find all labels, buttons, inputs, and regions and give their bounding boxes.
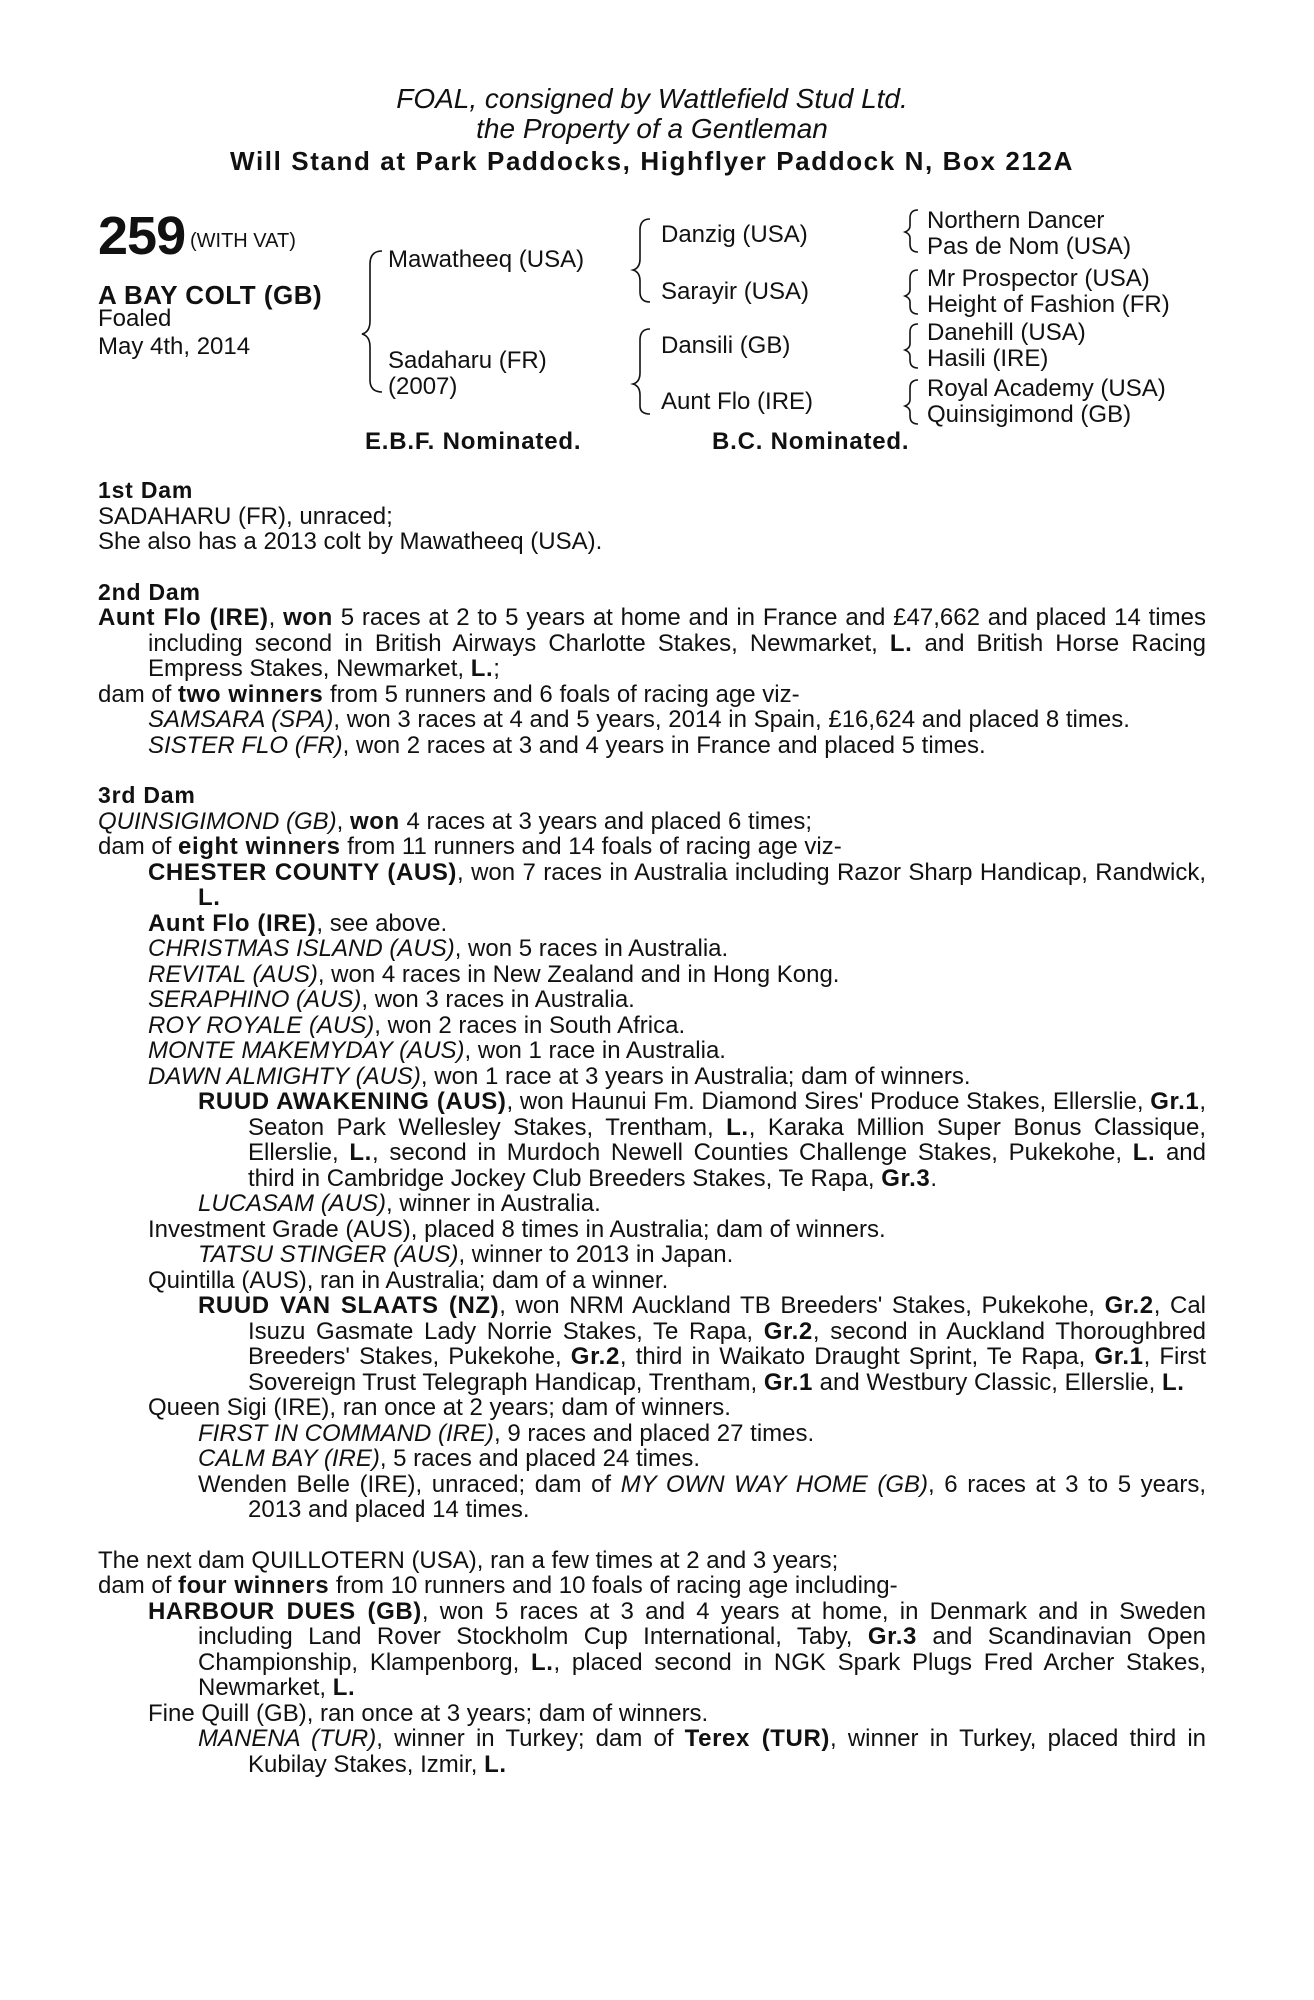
- horse-name: QUINSIGIMOND (GB): [98, 807, 337, 835]
- brace-sire: [633, 219, 650, 302]
- text-run: 4 races at 3 years and placed 6 times;: [399, 807, 813, 835]
- grandproduce-entry: [98, 1242, 1206, 1268]
- winners-count: eight winners: [178, 833, 341, 860]
- text-run: and Scandinavian Open Championship, Klampenborg,: [198, 1623, 1206, 1676]
- horse-name: LUCASAM (AUS): [198, 1190, 387, 1217]
- race-grade: Gr.1: [763, 1368, 813, 1396]
- horse-name: CALM BAY (IRE): [198, 1445, 380, 1472]
- produce-entry: [98, 1064, 1206, 1090]
- g3-ancestor: Quinsigimond (GB): [927, 401, 1132, 428]
- text-run: dam of: [98, 680, 179, 708]
- horse-name: SISTER FLO (FR): [148, 731, 343, 759]
- text-run: , 5 races and placed 24 times.: [379, 1445, 701, 1472]
- dam-sire: Dansili (GB): [661, 332, 791, 359]
- first-dam-line: SADAHARU (FR), unraced;: [98, 502, 393, 530]
- text-run: , Seaton Park Wellesley Stakes, Trentham,: [248, 1088, 1207, 1141]
- produce-entry: [98, 911, 1206, 937]
- text-run: , won 2 races at 3 and 4 years in France and placed 5 times.: [342, 731, 986, 759]
- text-run: , 9 races and placed 27 times.: [493, 1419, 815, 1447]
- produce-entry: [98, 936, 1206, 962]
- brace-sire-dam: [362, 251, 382, 392]
- text-run: ,: [336, 807, 344, 835]
- grandproduce-entry: [98, 1446, 1206, 1472]
- text-run: , won NRM Auckland TB Breeders' Stakes, Pukekohe,: [499, 1292, 1105, 1319]
- race-grade: Gr.1: [1150, 1088, 1200, 1115]
- produce-entry: [98, 1038, 1206, 1064]
- race-grade: L.: [349, 1139, 372, 1166]
- brace-g1: [905, 210, 918, 252]
- race-grade: L.: [1161, 1368, 1185, 1396]
- text-run: ;: [493, 655, 500, 682]
- horse-name: Aunt Flo (IRE): [148, 909, 317, 937]
- text-run: from 5 runners and 6 foals of racing age viz-: [323, 680, 800, 708]
- sire-dam: Sarayir (USA): [661, 278, 810, 305]
- grandproduce-entry: [98, 1472, 1206, 1523]
- grandproduce-entry: [98, 1726, 1206, 1777]
- g3-ancestor: Northern Dancer: [927, 207, 1105, 234]
- produce-entry: [98, 1599, 1206, 1701]
- g3-ancestor: Hasili (IRE): [927, 345, 1049, 372]
- text-run: , third in Waikato Draught Sprint, Te Rapa,: [619, 1343, 1095, 1370]
- text-run: , won 3 races in Australia.: [361, 986, 635, 1013]
- won-label: won: [283, 604, 333, 631]
- winners-count: four winners: [178, 1572, 330, 1599]
- lot-number: 259: [98, 206, 186, 266]
- produce-summary: [98, 1573, 1206, 1599]
- text-run: , won 7 races in Australia including Razor Sharp Handicap, Randwick,: [457, 858, 1206, 886]
- race-grade: L.: [198, 884, 221, 911]
- race-grade: L.: [332, 1674, 356, 1701]
- text-run: , see above.: [316, 909, 448, 937]
- text-run: , second in Auckland Thoroughbred Breeders' Stakes, Pukekohe,: [248, 1317, 1207, 1370]
- text-run: , won 2 races in South Africa.: [374, 1011, 686, 1039]
- horse-name: SERAPHINO (AUS): [148, 986, 362, 1013]
- next-dam-line: The next dam QUILLOTERN (USA), ran a few times at 2 and 3 years;: [98, 1546, 839, 1574]
- race-grade: Gr.1: [1094, 1343, 1144, 1370]
- brace-dam: [633, 329, 650, 414]
- horse-name: MONTE MAKEMYDAY (AUS): [148, 1037, 465, 1064]
- text-run: , winner in Turkey, placed third in Kubilay Stakes, Izmir,: [248, 1725, 1207, 1778]
- text-run: 5 races at 2 to 5 years at home and in France and £47,662 and placed 14 times including second in British Airways Charlotte Stakes, Newmarket,: [148, 604, 1206, 657]
- text-run: and British Horse Racing Empress Stakes, Newmarket,: [148, 629, 1207, 682]
- foaled-date: May 4th, 2014: [98, 333, 251, 360]
- grandproduce-entry: [98, 1089, 1206, 1191]
- text-run: , won 4 races in New Zealand and in Hong Kong.: [317, 960, 840, 988]
- produce-entry: Queen Sigi (IRE), ran once at 2 years; dam of winners.: [148, 1394, 731, 1421]
- second-dam-record: [98, 605, 1206, 682]
- produce-entry: [98, 733, 1206, 759]
- text-run: , won Haunui Fm. Diamond Sires' Produce Stakes, Ellerslie,: [506, 1088, 1151, 1115]
- text-run: , winner to 2013 in Japan.: [458, 1241, 734, 1268]
- g3-ancestor: Height of Fashion (FR): [927, 291, 1170, 318]
- g3-ancestor: Pas de Nom (USA): [927, 233, 1132, 260]
- horse-name: Terex (TUR): [684, 1725, 831, 1752]
- grandproduce-entry: [98, 1191, 1206, 1217]
- text-run: , placed second in NGK Spark Plugs Fred Archer Stakes, Newmarket,: [198, 1648, 1206, 1701]
- horse-name: CHRISTMAS ISLAND (AUS): [148, 935, 455, 962]
- horse-name: MANENA (TUR): [198, 1725, 377, 1752]
- brace-g4: [905, 380, 918, 424]
- g3-ancestor: Royal Academy (USA): [927, 375, 1166, 402]
- brace-g2: [905, 270, 918, 314]
- third-dam-heading: 3rd Dam: [98, 782, 196, 808]
- horse-name: REVITAL (AUS): [148, 960, 318, 988]
- produce-entry: [98, 962, 1206, 988]
- race-grade: L.: [484, 1750, 507, 1778]
- produce-entry: [98, 860, 1206, 911]
- race-grade: L.: [1132, 1139, 1156, 1166]
- race-grade: Gr.3: [867, 1623, 917, 1650]
- race-grade: L.: [889, 629, 913, 657]
- horse-name: ROY ROYALE (AUS): [148, 1011, 375, 1039]
- race-grade: L.: [470, 655, 494, 682]
- text-run: , Karaka Million Super Bonus Classique, Ellerslie,: [248, 1113, 1206, 1166]
- text-run: ,: [268, 604, 276, 631]
- ebf-nominated: E.B.F. Nominated.: [365, 428, 582, 455]
- lot-title: A BAY COLT (GB): [98, 280, 323, 310]
- sire: Mawatheeq (USA): [388, 246, 585, 273]
- horse-name: MY OWN WAY HOME (GB): [620, 1470, 929, 1498]
- first-dam-line: She also has a 2013 colt by Mawatheeq (USA).: [98, 528, 603, 555]
- produce-entry: [98, 1013, 1206, 1039]
- text-run: , second in Murdoch Newell Counties Challenge Stakes, Pukekohe,: [371, 1139, 1133, 1166]
- grandproduce-entry: [98, 1421, 1206, 1447]
- dam: Sadaharu (FR): [388, 347, 547, 374]
- vat-note: (WITH VAT): [190, 230, 296, 252]
- dam-dam: Aunt Flo (IRE): [661, 388, 814, 415]
- horse-name: RUUD VAN SLAATS (NZ): [198, 1292, 500, 1319]
- g3-ancestor: Mr Prospector (USA): [927, 265, 1150, 292]
- won-label: won: [350, 807, 400, 835]
- g3-ancestor: Danehill (USA): [927, 319, 1086, 346]
- sire-sire: Danzig (USA): [661, 221, 808, 248]
- text-run: , winner in Australia.: [386, 1190, 601, 1217]
- third-dam-record: [98, 809, 1206, 835]
- horse-name: Aunt Flo (IRE): [98, 604, 269, 631]
- text-run: and Westbury Classic, Ellerslie,: [812, 1368, 1162, 1396]
- produce-summary: [98, 834, 1206, 860]
- bc-nominated: B.C. Nominated.: [712, 428, 910, 455]
- text-run: , winner in Turkey; dam of: [376, 1725, 685, 1752]
- produce-entry: [98, 987, 1206, 1013]
- text-run: , won 1 race at 3 years in Australia; dam of winners.: [420, 1062, 971, 1090]
- text-run: from 10 runners and 10 foals of racing age including-: [329, 1572, 898, 1599]
- second-dam-heading: 2nd Dam: [98, 578, 201, 605]
- text-run: from 11 runners and 14 foals of racing age viz-: [340, 833, 842, 860]
- horse-name: RUUD AWAKENING (AUS): [198, 1088, 507, 1115]
- text-run: , won 5 races at 3 and 4 years at home, in Denmark and in Sweden including Land Rover Stockholm Cup International, Taby,: [198, 1597, 1206, 1650]
- text-run: and third in Cambridge Jockey Club Breeders Stakes, Te Rapa,: [248, 1139, 1207, 1192]
- text-run: dam of: [98, 833, 179, 860]
- text-run: Wenden Belle (IRE), unraced; dam of: [198, 1470, 621, 1498]
- text-run: , won 3 races at 4 and 5 years, 2014 in Spain, £16,624 and placed 8 times.: [333, 706, 1130, 733]
- text-run: , First Sovereign Trust Telegraph Handicap, Trentham,: [248, 1343, 1207, 1396]
- location-line: Will Stand at Park Paddocks, Highflyer Paddock N, Box 212A: [230, 146, 1074, 176]
- winners-count: two winners: [178, 680, 324, 708]
- grandproduce-entry: [98, 1293, 1206, 1395]
- text-run: .: [930, 1164, 937, 1192]
- horse-name: TATSU STINGER (AUS): [198, 1241, 459, 1268]
- race-grade: Gr.3: [881, 1164, 931, 1192]
- first-dam-heading: 1st Dam: [98, 477, 194, 503]
- horse-name: CHESTER COUNTY (AUS): [148, 858, 458, 886]
- text-run: , won 5 races in Australia.: [454, 935, 729, 962]
- property-line: the Property of a Gentleman: [476, 113, 828, 144]
- foaled-label: Foaled: [98, 305, 172, 332]
- horse-name: SAMSARA (SPA): [148, 706, 334, 733]
- horse-name: DAWN ALMIGHTY (AUS): [148, 1062, 421, 1090]
- race-grade: Gr.2: [570, 1343, 620, 1370]
- produce-entry: [98, 707, 1206, 733]
- race-grade: L.: [530, 1648, 554, 1676]
- produce-entry: Investment Grade (AUS), placed 8 times in Australia; dam of winners.: [148, 1215, 886, 1243]
- dam-year: (2007): [388, 373, 458, 400]
- text-run: , Cal Isuzu Gasmate Lady Norrie Stakes, Te Rapa,: [248, 1292, 1206, 1345]
- consignor-line: FOAL, consigned by Wattlefield Stud Ltd.: [396, 83, 908, 114]
- text-run: , won 1 race in Australia.: [464, 1037, 726, 1064]
- brace-g3: [905, 324, 918, 368]
- horse-name: HARBOUR DUES (GB): [148, 1597, 422, 1625]
- horse-name: FIRST IN COMMAND (IRE): [198, 1419, 494, 1447]
- race-grade: L.: [726, 1113, 749, 1141]
- produce-entry: Fine Quill (GB), ran once at 3 years; dam of winners.: [148, 1699, 709, 1727]
- produce-entry: Quintilla (AUS), ran in Australia; dam of a winner.: [148, 1266, 669, 1294]
- family-notes: [98, 478, 1206, 1777]
- text-run: dam of: [98, 1572, 179, 1599]
- produce-summary: [98, 682, 1206, 708]
- race-grade: Gr.2: [1104, 1292, 1154, 1319]
- text-run: , 6 races at 3 to 5 years, 2013 and placed 14 times.: [248, 1470, 1207, 1523]
- race-grade: Gr.2: [763, 1317, 813, 1345]
